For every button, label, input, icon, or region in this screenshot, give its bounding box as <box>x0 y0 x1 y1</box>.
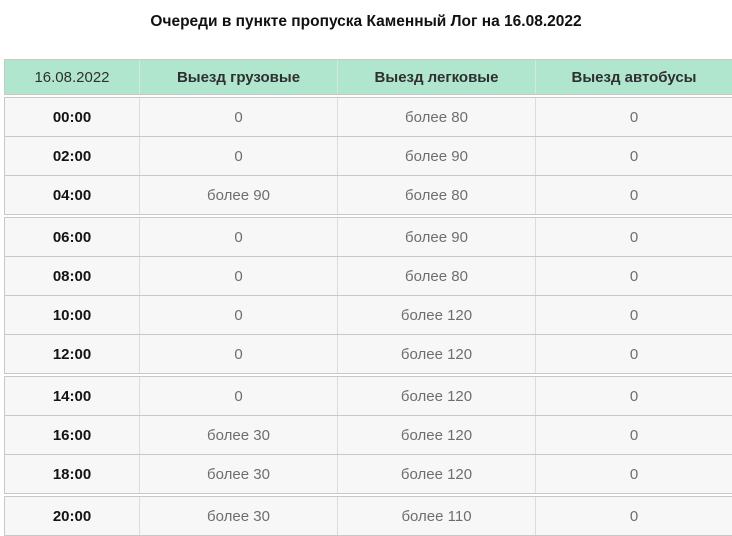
time-cell: 10:00 <box>52 306 92 324</box>
column-header-date: 16.08.2022 <box>34 68 110 86</box>
trucks-cell: 0 <box>139 98 337 136</box>
table-row <box>5 377 732 415</box>
time-cell: 12:00 <box>52 345 92 363</box>
table-row <box>5 497 732 535</box>
trucks-cell: более 30 <box>139 455 337 493</box>
cars-cell: более 120 <box>337 455 535 493</box>
cars-cell: более 120 <box>337 416 535 454</box>
trucks-cell: 0 <box>139 377 337 415</box>
buses-cell: 0 <box>535 455 732 493</box>
buses-cell: 0 <box>535 377 732 415</box>
buses-cell: 0 <box>535 335 732 373</box>
trucks-cell: более 30 <box>139 416 337 454</box>
table-row <box>5 218 732 256</box>
table-row <box>5 175 732 214</box>
time-cell: 08:00 <box>52 267 92 285</box>
cars-cell: более 80 <box>337 98 535 136</box>
cars-cell: более 90 <box>337 137 535 175</box>
time-cell: 16:00 <box>52 426 92 444</box>
table-row <box>5 334 732 373</box>
trucks-cell: 0 <box>139 335 337 373</box>
cars-cell: более 120 <box>337 296 535 334</box>
row-group-1 <box>4 97 732 215</box>
cars-cell: более 80 <box>337 257 535 295</box>
page-title: Очереди в пункте пропуска Каменный Лог на 16.08.2022 <box>150 13 582 30</box>
column-header-cars: Выезд легковые <box>337 60 535 94</box>
table-row <box>5 415 732 454</box>
time-cell: 00:00 <box>52 108 92 126</box>
table-row <box>5 295 732 334</box>
trucks-cell: более 30 <box>139 497 337 535</box>
trucks-cell: более 90 <box>139 176 337 214</box>
buses-cell: 0 <box>535 416 732 454</box>
table-row <box>5 136 732 175</box>
buses-cell: 0 <box>535 257 732 295</box>
buses-cell: 0 <box>535 98 732 136</box>
time-cell: 14:00 <box>52 387 92 405</box>
cars-cell: более 120 <box>337 335 535 373</box>
table-row <box>5 98 732 136</box>
time-cell: 20:00 <box>52 507 92 525</box>
cars-cell: более 120 <box>337 377 535 415</box>
trucks-cell: 0 <box>139 296 337 334</box>
trucks-cell: 0 <box>139 218 337 256</box>
trucks-cell: 0 <box>139 137 337 175</box>
buses-cell: 0 <box>535 296 732 334</box>
table-header-row <box>5 60 732 94</box>
trucks-cell: 0 <box>139 257 337 295</box>
time-cell: 02:00 <box>52 147 92 165</box>
column-header-buses: Выезд автобусы <box>535 60 732 94</box>
row-group-2 <box>4 217 732 374</box>
table-row <box>5 256 732 295</box>
table-row <box>5 454 732 493</box>
row-group-3 <box>4 376 732 494</box>
row-group-4 <box>4 496 732 536</box>
buses-cell: 0 <box>535 497 732 535</box>
cars-cell: более 80 <box>337 176 535 214</box>
time-cell: 04:00 <box>52 186 92 204</box>
column-header-trucks: Выезд грузовые <box>139 60 337 94</box>
time-cell: 06:00 <box>52 228 92 246</box>
cars-cell: более 110 <box>337 497 535 535</box>
time-cell: 18:00 <box>52 465 92 483</box>
buses-cell: 0 <box>535 218 732 256</box>
table-header-group <box>4 59 732 95</box>
queues-table <box>4 59 732 536</box>
cars-cell: более 90 <box>337 218 535 256</box>
buses-cell: 0 <box>535 176 732 214</box>
buses-cell: 0 <box>535 137 732 175</box>
